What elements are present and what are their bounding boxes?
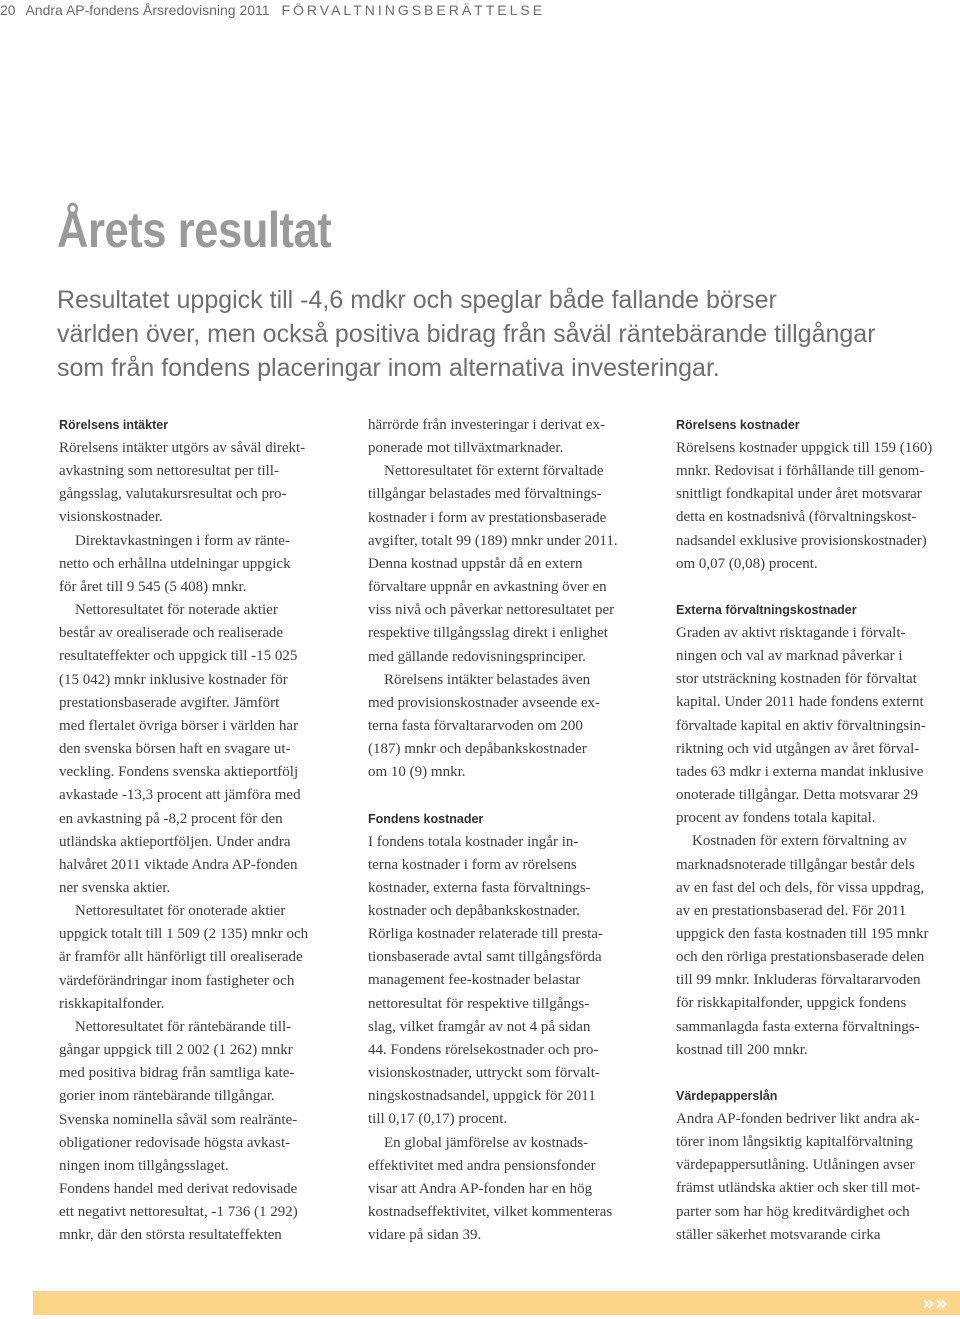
page-number: 20 [0,2,16,18]
paragraph: Nettoresultatet för onoterade aktier uppgick totalt till 1 509 (2 135) mnkr och är framför allt hänförligt till orealiserade värdeförändringar inom fastigheter och riskkapitalfonder. [59,903,309,1012]
paragraph: Nettoresultatet för noterade aktier består av orealiserade och realiserade resultateffekter och uppgick till -15 025 (15 042) mnkr inklusive kostnader för prestationsbaserade avgifter. Jämfört med flertalet övriga börser i världen har den svenska börsen haft en svagare ut- veckling. Fondens svenska aktieportfölj avkastade -13,3 procent att jämföra med en avkastning på -8,2 procent för den utländska aktieportföljen. Under andra halvåret 2011 viktade Andra AP-fonden ner svenska aktier. [59,602,301,896]
section-name: FÖRVALTNINGSBERÄTTELSE [281,2,546,18]
paragraph: Rörelsens intäkter belastades även med provisionskostnader avseende ex- terna fasta förvaltararvoden om 200 (187) mnkr och depåbankskostnader om 10 (9) mnkr. [368,671,601,781]
paragraph: Kostnaden för extern förvaltning av marknadsnoterade tillgångar består dels av en fast del och dels, för vissa uppdrag, av en prestationsbaserad del. För 2011 uppgick den fasta kostnaden till 195 mnkr och den rörliga prestationsbaserade delen till 99 mnkr. Inkluderas förvaltararvoden för riskkapitalfonder, uppgick fondens sammanlagda fasta externa förvaltnings- kostnad till 200 mnkr. [676,833,929,1058]
paragraph: härrörde från investeringar i derivat ex- ponerade mot tillväxtmarknader. [368,417,605,457]
heading-rorelsens-intakter: Rörelsens intäkter [59,418,169,432]
report-title: Andra AP-fondens Årsredovisning 2011 [25,2,270,18]
next-page-arrows-icon: »» [922,1291,948,1315]
paragraph: Rörelsens intäkter utgörs av såväl direkt- avkastning som nettoresultat per till- gångsslag, valutakursresultat och pro- visionskostnader. [59,440,306,526]
paragraph: Andra AP-fonden bedriver likt andra ak- törer inom långsiktig kapitalförvaltning värdepappersutlåning. Utlåningen avser främst utländska aktier och sker till mot- parter som har hög kreditvärdighet och ställer säkerhet motsvarande cirka [676,1110,921,1243]
paragraph: Graden av aktivt risktagande i förvalt- ningen och val av marknad påverkar i stor utsträckning kostnaden för förvaltat kapital. Under 2011 hade fondens externt förvaltade kapital en aktiv förvaltningsin- riktning och vid utgången av året förval- tades 63 mdkr i externa mandat inklusive onoterade tillgångar. Detta motsvarar 29 procent av fondens totala kapital. [676,624,926,827]
paragraph: Direktavkastningen i form av ränte- netto och erhållna utdelningar uppgick för året till 9 545 (5 408) mnkr. [59,532,291,595]
page-title: Årets resultat [57,202,332,258]
text-column-1 [59,414,349,1247]
paragraph: Rörelsens kostnader uppgick till 159 (160) mnkr. Redovisat i förhållande till genom- snittligt fondkapital under året motsvarar detta en kostnadsnivå (förvaltningskost- nadsandel exklusive provisionskostnader) om 0,07 (0,08) procent. [676,440,933,572]
spacer [368,785,660,808]
heading-vardepapperslan: Värdepapperslån [676,1088,778,1103]
paragraph: Nettoresultatet för räntebärande till- gångar uppgick till 2 002 (1 262) mnkr med positiva bidrag från samtliga kate- gorier inom räntebärande tillgångar. Svenska nominella såväl som realränte- obligationer redovisade högsta avkast- ningen inom tillgångsslaget. Fondens handel med derivat redovisade ett negativt nettoresultat, -1 736 (1 292) mnkr, där den största resultateffekten [59,1018,298,1244]
heading-rorelsens-kostnader: Rörelsens kostnader [676,418,800,432]
text-column-2 [368,414,660,1247]
paragraph: Nettoresultatet för externt förvaltade tillgångar belastades med förvaltnings- kostnader i form av prestationsbaserade avgifter, totalt 99 (189) mnkr under 2011. Denna kostnad uppstår då en extern förvaltare uppnår en avkastning över en viss nivå och påverkar nettoresultatet per respektive tillgångsslag direkt i enlighet med gällande redovisningsprinciper. [368,463,618,665]
spacer [676,1062,960,1085]
paragraph: En global jämförelse av kostnads- effektivitet med andra pensionsfonder visar att Andra AP-fonden har en hög kostnadseffektivitet, vilket kommenteras vidare på sidan 39. [368,1134,613,1244]
spacer [676,576,960,599]
heading-fondens-kostnader: Fondens kostnader [368,811,484,826]
running-header [0,2,700,18]
heading-externa-forvaltningskostnader: Externa förvaltningskostnader [676,602,857,617]
paragraph: I fondens totala kostnader ingår in- terna kostnader i form av rörelsens kostnader, externa fasta förvaltnings- kostnader och depåbankskostnader. Rörliga kostnader relaterade till presta- tionsbaserade avtal samt tillgångsförda management fee-kostnader belastar nettoresultat för respektive tillgångs- slag, vilket framgår av not 4 på sidan 44. Fondens rörelsekostnader och pro- visionskostnader, uttryckt som förvalt- ningskostnadsandel, uppgick för 2011 till 0,17 (0,17) procent. [368,833,603,1128]
text-column-3 [676,414,960,1247]
footer-bar [33,1291,960,1315]
lead-paragraph: Resultatet uppgick till -4,6 mdkr och speglar både fallande börser världen över, men också positiva bidrag från såväl räntebärande tillgångar som från fondens placeringar inom alternativa investeringar. [57,286,876,382]
